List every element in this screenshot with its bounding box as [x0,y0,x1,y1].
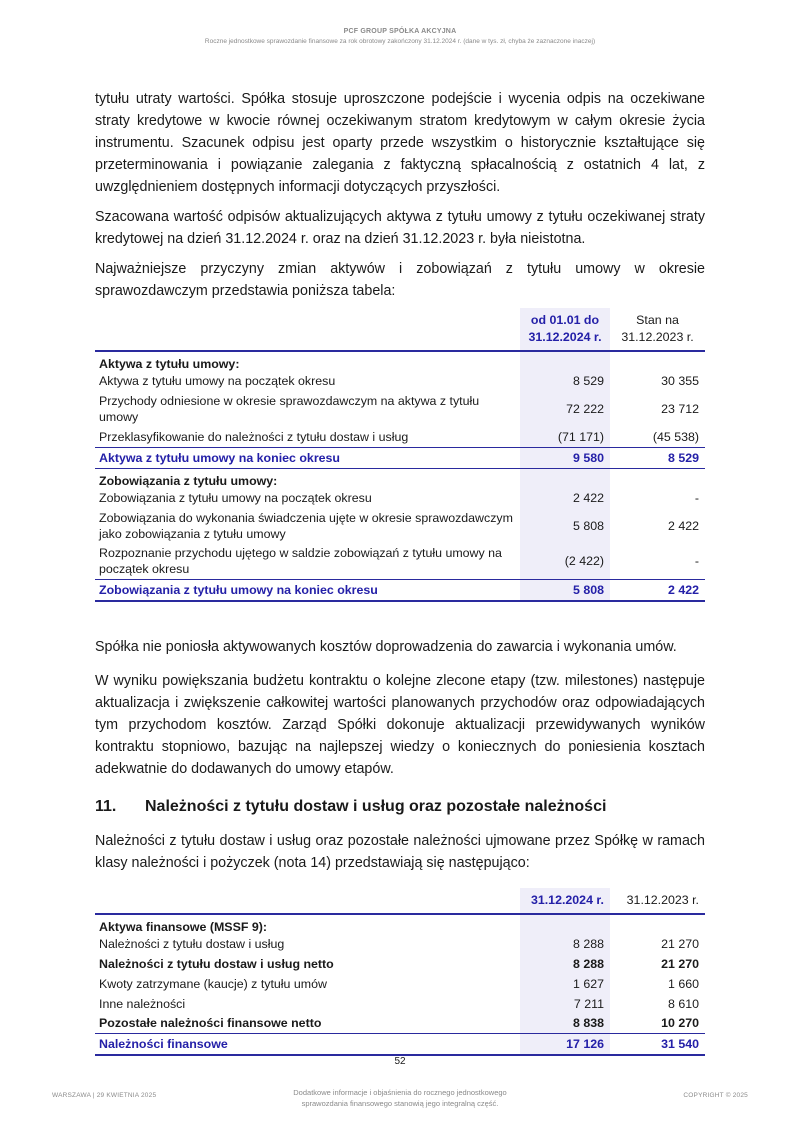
column-header-current: od 01.01 do 31.12.2024 r. [520,308,610,351]
paragraph-table-intro: Najważniejsze przyczyny zmian aktywów i zobowiązań z tytułu umowy w okresie sprawozdawczym przedstawia poniższa tabela: [95,261,705,299]
table-row: Aktywa z tytułu umowy na początek okresu 8 529 30 355 [95,371,705,391]
table-row: Rozpoznanie przychodu ujętego w saldzie zobowiązań z tytułu umowy na początek okresu (2 422) - [95,544,705,580]
table-row: Należności z tytułu dostaw i usług netto 8 288 21 270 [95,954,705,974]
table-row: Należności z tytułu dostaw i usług 8 288 21 270 [95,934,705,954]
total-row-assets: Aktywa z tytułu umowy na koniec okresu 9 580 8 529 [95,447,705,468]
table-row: Przeklasyfikowanie do należności z tytułu dostaw i usług (71 171) (45 538) [95,427,705,447]
paragraph-receivables-intro: Należności z tytułu dostaw i usług oraz pozostałe należności ujmowane przez Spółkę w ramach klasy należności i pożyczek (nota 14) przedstawiają się następująco: [95,832,705,871]
paragraph-milestones: W wyniku powiększania budżetu kontraktu o kolejne zlecone etapy (tzw. milestones) następuje aktualizacja i zwiększenie całkowitej wartości planowanych przychodów oraz odpowiadających tym przychodom kosztów. Zarząd Spółki dokonuje aktualizacji przewidywanych wyników kontraktu stopniowo, bazując na najlepszej wiedzy o koniecznych do poniesienia kosztach adekwatnie do dodawanych do umowy etapów. [95,672,705,777]
table-row: Przychody odniesione w okresie sprawozdawczym na aktywa z tytułu umowy 72 222 23 712 [95,391,705,427]
table-row: Kwoty zatrzymane (kaucje) z tytułu umów 1 627 1 660 [95,974,705,994]
paragraph-allowance: Szacowana wartość odpisów aktualizujących aktywa z tytułu umowy z tytułu oczekiwanej straty kredytowej na dzień 31.12.2024 r. oraz na dzień 31.12.2023 r. była nieistotna. [95,209,705,247]
column-header-prior: 31.12.2023 r. [610,888,705,914]
header-company: PCF GROUP SPÓŁKA AKCYJNA [343,28,457,35]
page-content [95,88,705,1056]
column-header-current: 31.12.2024 r. [520,888,610,914]
section-row: Zobowiązania z tytułu umowy: [95,468,705,488]
footer-note: Dodatkowe informacje i objaśnienia do rocznego jednostkowego sprawozdania finansowego stanowią jego integralną część. [293,1088,507,1108]
section-heading [95,798,705,816]
section-number: 11. [95,797,117,815]
table-row: Inne należności 7 211 8 610 [95,994,705,1014]
table-header-row [95,308,705,351]
header-subtitle: Roczne jednostkowe sprawozdanie finansowe za rok obrotowy zakończony 31.12.2024 r. (dane w tys. zł, chyba że zaznaczone inaczej) [204,38,596,45]
paragraph-impairment: tytułu utraty wartości. Spółka stosuje uproszczone podejście i wycenia odpis na oczekiwane straty kredytowe w kwocie równej oczekiwanym stratom kredytowym w całym okresie życia instrumentu. Szacunek odpisu jest oparty przede wszystkim o historycznie kształtujące się przeterminowania i powiązanie zalegania z faktyczną spłacalnością z ostatnich 4 lat, z uwzględnieniem dostępnych informacji dotyczących przyszłości. [95,91,705,195]
table-header-row [95,888,705,914]
total-row-liabilities: Zobowiązania z tytułu umowy na koniec okresu 5 808 2 422 [95,580,705,601]
page-number: 52 [394,1056,406,1067]
section-row: Aktywa finansowe (MSSF 9): [95,914,705,934]
section-title: Należności z tytułu dostaw i usług oraz pozostałe należności [145,797,607,815]
table-row: Zobowiązania do wykonania świadczenia ujęte w okresie sprawozdawczym jako zobowiązania z tytułu umowy 5 808 2 422 [95,508,705,544]
table-row: Zobowiązania z tytułu umowy na początek okresu 2 422 - [95,488,705,508]
total-row-receivables: Należności finansowe 17 126 31 540 [95,1034,705,1055]
page-header [0,28,800,45]
paragraph-no-costs: Spółka nie poniosła aktywowanych kosztów doprowadzenia do zawarcia i wykonania umów. [95,638,677,655]
footer-copyright: COPYRIGHT © 2025 [683,1092,748,1099]
section-row: Aktywa z tytułu umowy: [95,351,705,371]
table-row: Pozostałe należności finansowe netto 8 838 10 270 [95,1014,705,1034]
column-header-prior: Stan na 31.12.2023 r. [610,308,705,351]
contract-assets-liabilities-table [95,308,705,602]
footer-location-date: WARSZAWA | 29 KWIETNIA 2025 [52,1092,157,1099]
receivables-table [95,888,705,1056]
